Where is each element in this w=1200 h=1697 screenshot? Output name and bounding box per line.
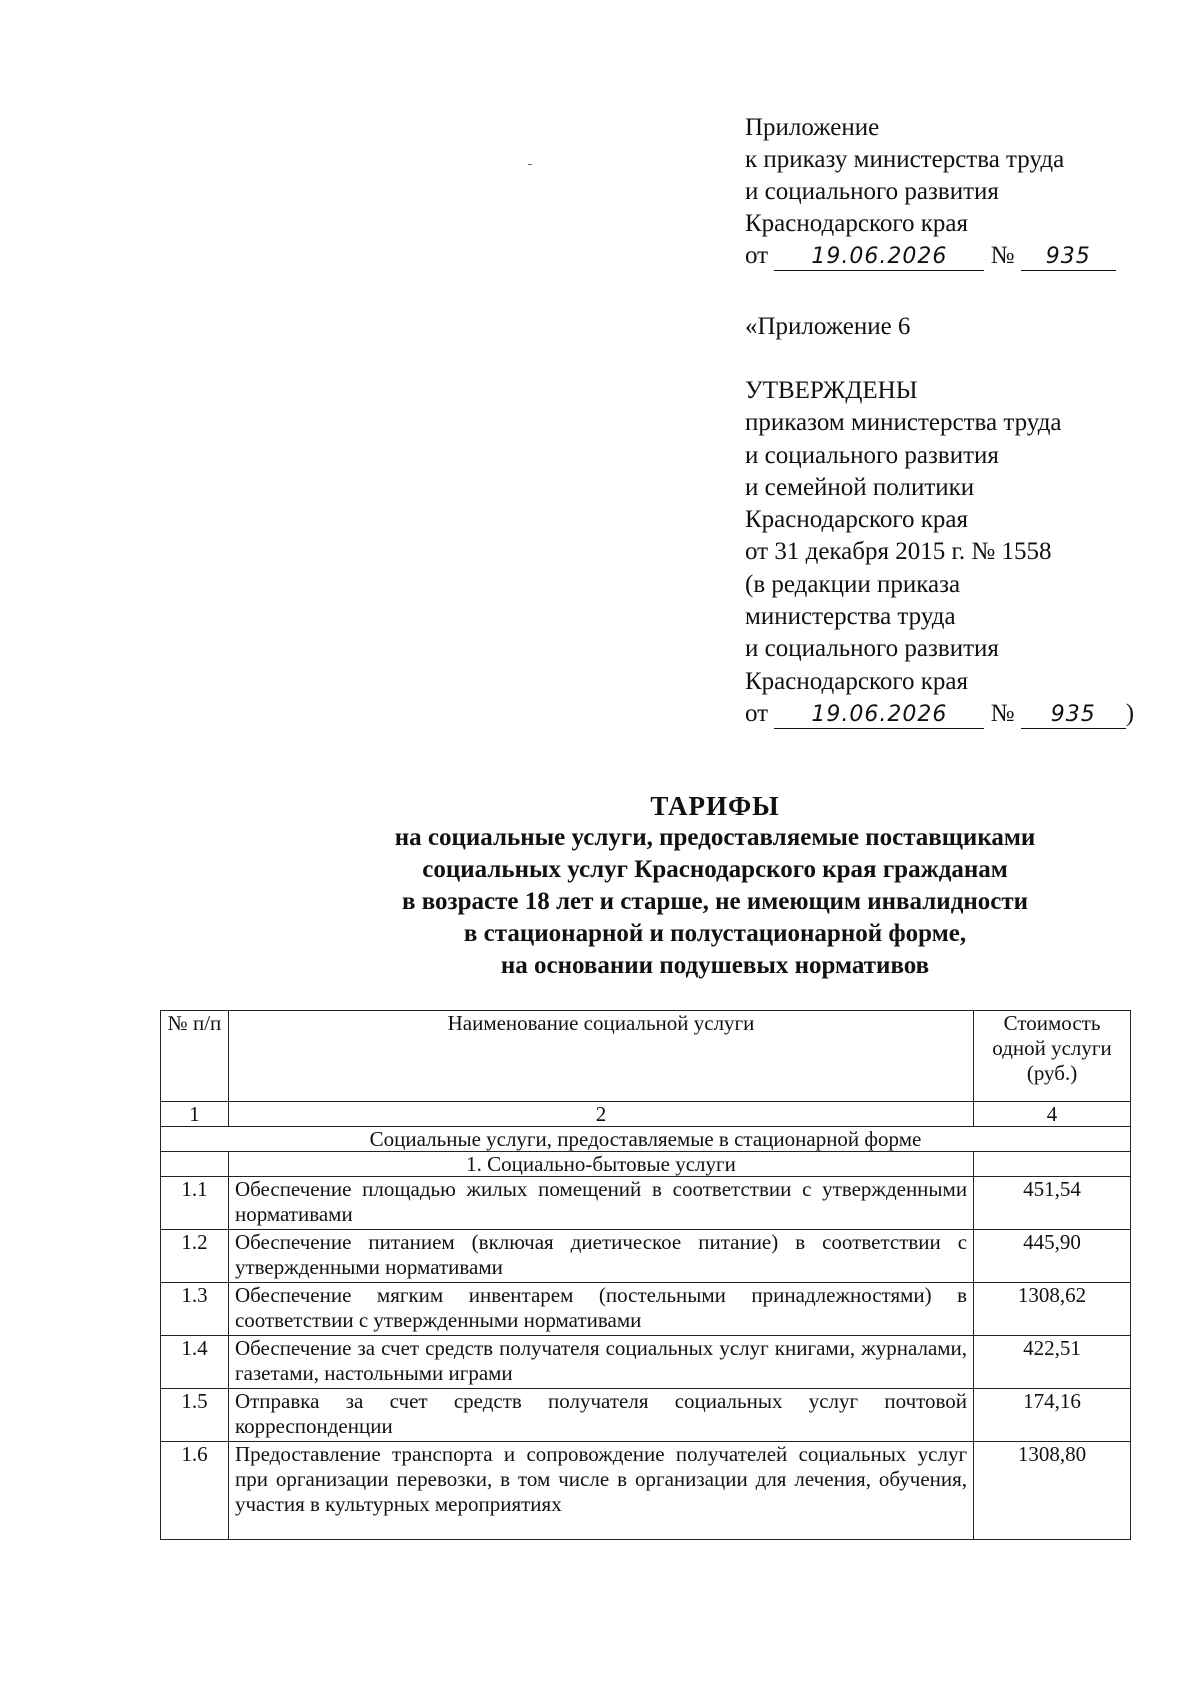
header-num: № п/п	[161, 1011, 229, 1102]
tariffs-table	[160, 1010, 1131, 1540]
approval-line-8: министерства труда	[745, 603, 956, 631]
edition-date: 19.06.2026	[774, 702, 984, 729]
annex-label: «Приложение 6	[745, 313, 911, 340]
row-name: Обеспечение питанием (включая диетическое питание) в соответствии с утвержденными нормативами	[228, 1230, 973, 1283]
approval-line-9: и социального развития	[745, 635, 999, 663]
row-name: Отправка за счет средств получателя социальных услуг почтовой корреспонденции	[228, 1389, 973, 1442]
row-price: 174,16	[974, 1389, 1131, 1442]
row-num: 1.5	[161, 1389, 229, 1442]
row-name: Обеспечение площадью жилых помещений в соответствии с утвержденными нормативами	[228, 1177, 973, 1230]
subsection-num-cell	[161, 1152, 229, 1177]
header-name: Наименование социальной услуги	[228, 1011, 973, 1102]
subsection-row	[161, 1152, 1131, 1177]
header-line-3: и социального развития	[745, 178, 999, 205]
colnum-4: 4	[974, 1102, 1131, 1127]
title-line-5: на основании подушевых нормативов	[500, 952, 930, 979]
approval-line-6: от 31 декабря 2015 г. № 1558	[745, 538, 1052, 566]
order-number: 935	[1021, 244, 1116, 271]
order-reference	[745, 240, 1116, 272]
row-num: 1.2	[161, 1230, 229, 1283]
row-num: 1.3	[161, 1283, 229, 1336]
title-line-3: в возрасте 18 лет и старше, не имеющим инвалидности	[401, 888, 1029, 915]
subsection-price-cell	[974, 1152, 1131, 1177]
colnum-2: 2	[228, 1102, 973, 1127]
table-header-row	[161, 1011, 1131, 1102]
title-line-1: на социальные услуги, предоставляемые поставщиками	[394, 824, 1036, 851]
row-price: 422,51	[974, 1336, 1131, 1389]
edition-no-prefix: №	[990, 699, 1015, 727]
edition-number: 935	[1021, 702, 1126, 729]
annex-header	[745, 112, 1116, 272]
header-price: Стоимость одной услуги (руб.)	[974, 1011, 1131, 1102]
section-title: Социальные услуги, предоставляемые в стационарной форме	[161, 1127, 1131, 1152]
title-line-2: социальных услуг Краснодарского края гражданам	[422, 856, 1008, 883]
approval-line-3: и социального развития	[745, 441, 999, 469]
edition-prefix: от	[745, 699, 769, 727]
title-line-4: в стационарной и полустационарной форме,	[463, 920, 967, 947]
row-num: 1.4	[161, 1336, 229, 1389]
table-row	[161, 1336, 1131, 1389]
annex-label-block	[745, 311, 910, 343]
table-row	[161, 1177, 1131, 1230]
order-no-prefix: №	[990, 242, 1015, 269]
order-date: 19.06.2026	[774, 244, 984, 271]
header-line-2: к приказу министерства труда	[745, 146, 1065, 173]
approval-line-4: и семейной политики	[745, 473, 975, 501]
approval-line-1: УТВЕРЖДЕНЫ	[745, 377, 918, 404]
row-name: Обеспечение мягким инвентарем (постельными принадлежностями) в соответствии с утвержденными нормативами	[228, 1283, 973, 1336]
header-line-4: Краснодарского края	[745, 210, 968, 237]
approval-line-10: Краснодарского края	[745, 667, 968, 695]
approval-block	[745, 375, 1134, 730]
row-num: 1.6	[161, 1442, 229, 1540]
colnum-1: 1	[161, 1102, 229, 1127]
edition-close: )	[1125, 699, 1135, 727]
approval-line-2: приказом министерства труда	[745, 409, 1062, 437]
table-row	[161, 1283, 1131, 1336]
header-line-1: Приложение	[745, 114, 880, 141]
subsection-title: 1. Социально-бытовые услуги	[228, 1152, 973, 1177]
row-num: 1.1	[161, 1177, 229, 1230]
scan-speck	[528, 164, 532, 165]
section-row	[161, 1127, 1131, 1152]
row-price: 1308,80	[974, 1442, 1131, 1540]
table-row	[161, 1389, 1131, 1442]
title-main: ТАРИФЫ	[650, 791, 780, 821]
approval-line-5: Краснодарского края	[745, 506, 968, 534]
row-price: 1308,62	[974, 1283, 1131, 1336]
table-row	[161, 1442, 1131, 1540]
row-price: 445,90	[974, 1230, 1131, 1283]
column-number-row	[161, 1102, 1131, 1127]
row-price: 451,54	[974, 1177, 1131, 1230]
approval-line-7: (в редакции приказа	[745, 570, 961, 598]
edition-reference	[745, 698, 1134, 730]
order-prefix: от	[745, 242, 769, 269]
row-name: Предоставление транспорта и сопровождение получателей социальных услуг при организации перевозки, в том числе в организации для лечения, обучения, участия в культурных мероприятиях	[228, 1442, 973, 1540]
document-title	[160, 790, 1200, 982]
row-name: Обеспечение за счет средств получателя социальных услуг книгами, журналами, газетами, настольными играми	[228, 1336, 973, 1389]
table-row	[161, 1230, 1131, 1283]
